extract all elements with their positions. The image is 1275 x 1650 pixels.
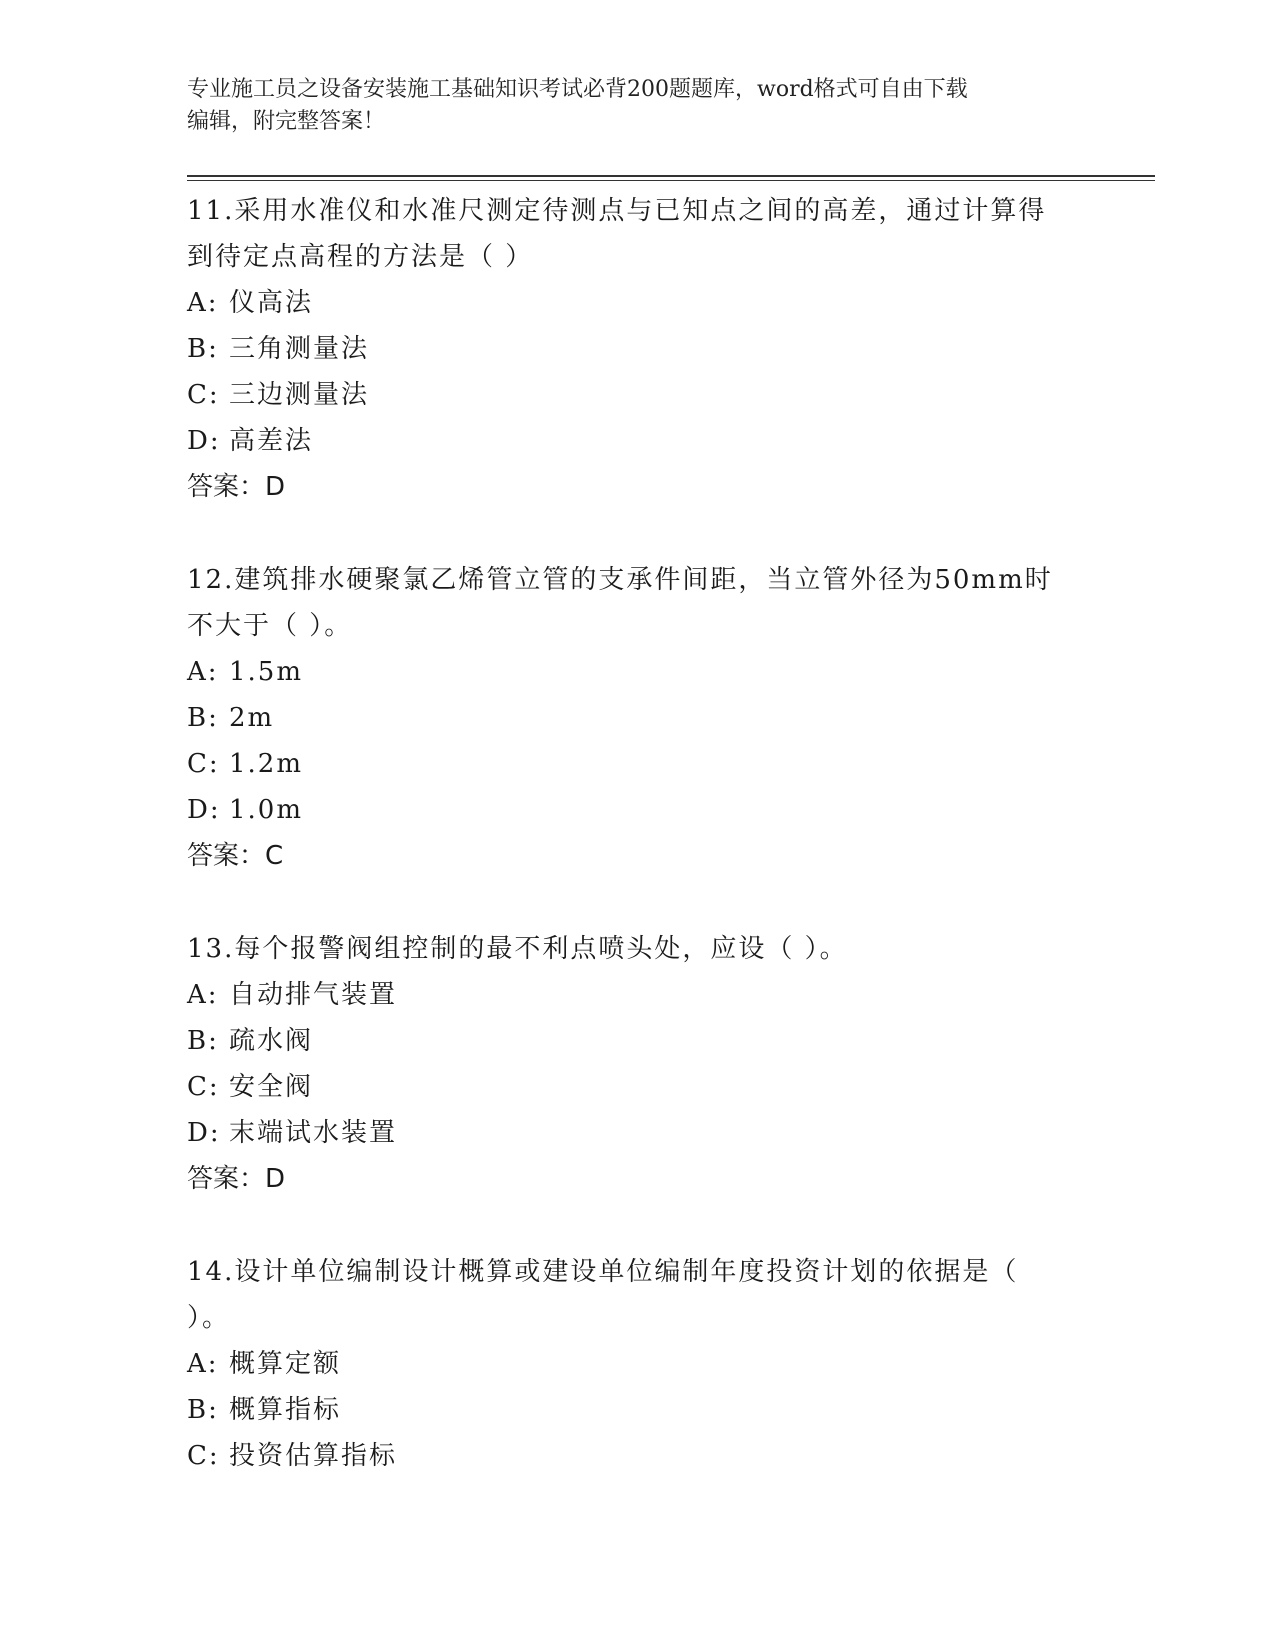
option-text: 自动排气装置 bbox=[229, 980, 398, 1010]
option-text: 末端试水装置 bbox=[229, 1118, 398, 1148]
question-13 bbox=[187, 926, 1107, 1202]
option-letter: D: bbox=[187, 1118, 221, 1148]
option-c bbox=[187, 741, 1107, 787]
option-letter: A: bbox=[187, 288, 219, 318]
option-d bbox=[187, 418, 1107, 464]
option-text: 三角测量法 bbox=[229, 334, 370, 364]
question-text: 13.每个报警阀组控制的最不利点喷头处，应设（ ）。 bbox=[187, 934, 848, 964]
document-header bbox=[187, 74, 1067, 138]
option-letter: C: bbox=[187, 749, 220, 779]
option-text: 高差法 bbox=[229, 426, 314, 456]
option-a bbox=[187, 972, 1107, 1018]
option-text: 疏水阀 bbox=[229, 1026, 314, 1056]
option-a bbox=[187, 1341, 1107, 1387]
option-c bbox=[187, 1064, 1107, 1110]
question-12 bbox=[187, 557, 1107, 879]
option-b bbox=[187, 1387, 1107, 1433]
answer-line: 答案：D bbox=[187, 472, 286, 502]
option-text: 1.2m bbox=[229, 749, 304, 779]
question-text: 14.设计单位编制设计概算或建设单位编制年度投资计划的依据是（ ）。 bbox=[187, 1257, 1019, 1333]
option-b bbox=[187, 695, 1107, 741]
option-a bbox=[187, 649, 1107, 695]
option-text: 概算定额 bbox=[229, 1349, 342, 1379]
question-text: 11.采用水准仪和水准尺测定待测点与已知点之间的高差，通过计算得到待定点高程的方法是（ ） bbox=[187, 196, 1047, 272]
question-text: 12.建筑排水硬聚氯乙烯管立管的支承件间距，当立管外径为50mm时不大于（ ）。 bbox=[187, 565, 1053, 641]
option-letter: D: bbox=[187, 795, 221, 825]
question-list bbox=[187, 188, 1107, 1526]
question-11 bbox=[187, 188, 1107, 510]
option-text: 概算指标 bbox=[229, 1395, 342, 1425]
option-letter: B: bbox=[187, 334, 219, 364]
option-letter: D: bbox=[187, 426, 221, 456]
answer-line: 答案：C bbox=[187, 841, 284, 871]
option-letter: B: bbox=[187, 1395, 219, 1425]
option-text: 仪高法 bbox=[229, 288, 314, 318]
header-line-2: 编辑，附完整答案！ bbox=[187, 109, 386, 134]
option-text: 1.5m bbox=[229, 657, 304, 687]
option-letter: C: bbox=[187, 1072, 220, 1102]
option-d bbox=[187, 1110, 1107, 1156]
option-letter: B: bbox=[187, 703, 219, 733]
option-a bbox=[187, 280, 1107, 326]
option-letter: B: bbox=[187, 1026, 219, 1056]
option-text: 2m bbox=[229, 703, 275, 733]
option-b bbox=[187, 326, 1107, 372]
option-b bbox=[187, 1018, 1107, 1064]
option-letter: C: bbox=[187, 380, 220, 410]
option-letter: A: bbox=[187, 980, 219, 1010]
option-letter: C: bbox=[187, 1441, 220, 1471]
option-text: 投资估算指标 bbox=[229, 1441, 398, 1471]
option-d bbox=[187, 787, 1107, 833]
option-text: 安全阀 bbox=[229, 1072, 314, 1102]
header-divider-thin bbox=[187, 180, 1155, 181]
option-c bbox=[187, 1433, 1107, 1479]
header-line-1: 专业施工员之设备安装施工基础知识考试必背200题题库，word格式可自由下载 bbox=[187, 77, 968, 102]
answer-line: 答案：D bbox=[187, 1164, 286, 1194]
option-letter: A: bbox=[187, 1349, 219, 1379]
option-c bbox=[187, 372, 1107, 418]
question-14 bbox=[187, 1249, 1107, 1479]
option-letter: A: bbox=[187, 657, 219, 687]
option-text: 1.0m bbox=[229, 795, 304, 825]
header-divider-thick bbox=[187, 175, 1155, 177]
option-text: 三边测量法 bbox=[229, 380, 370, 410]
